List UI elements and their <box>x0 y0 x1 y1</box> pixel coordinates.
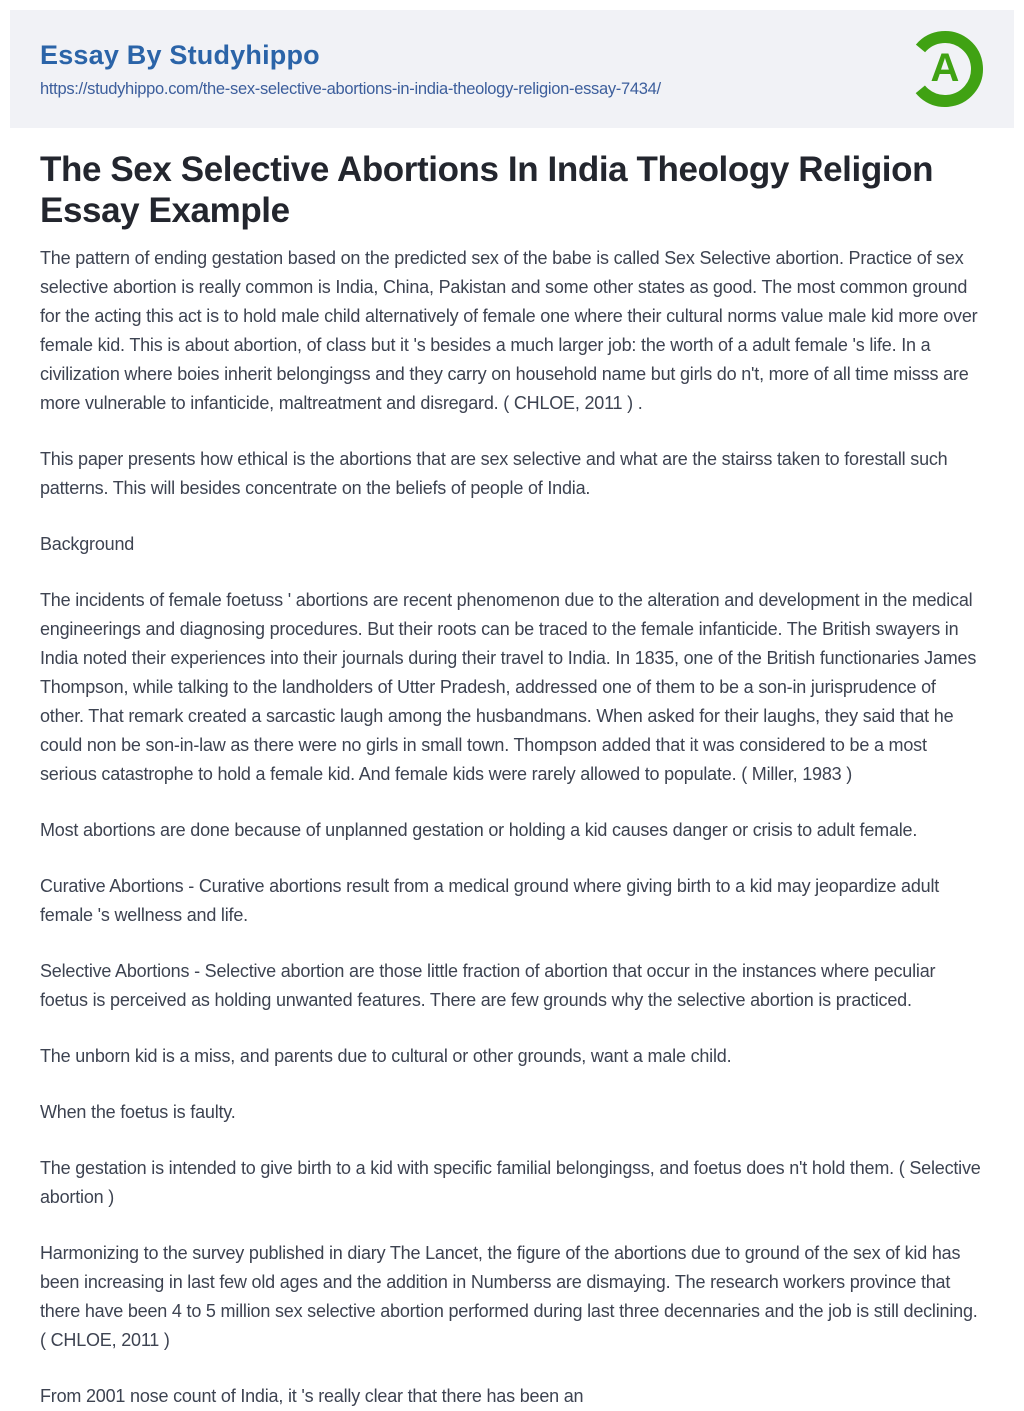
site-label: Essay By Studyhippo <box>40 39 320 70</box>
page <box>0 10 1024 1406</box>
header-text <box>40 40 661 99</box>
paragraph: The gestation is intended to give birth to a kid with specific familial belongingss, and foetus does n't hold them. ( Selective abortion ) <box>40 1157 981 1207</box>
paragraph: The pattern of ending gestation based on the predicted sex of the babe is called Sex Selective abortion. Practice of sex selective abortion is really common is India, China, Pakistan and some other states as good. The most common ground for the acting this act is to hold male child alternatively of female one where their cultural norms value male kid more over female kid. This is about abortion, of class but it 's besides a much larger job: the worth of a adult female 's life. In a civilization where boies inherit belongingss and they carry on household name but girls do n't, more of all time misss are more vulnerable to infanticide, maltreatment and disregard. ( CHLOE, 2011 ) . <box>40 247 978 413</box>
paragraph-background-heading: Background <box>40 533 135 554</box>
paragraph: When the foetus is faulty. <box>40 1101 236 1122</box>
page-title: The Sex Selective Abortions In India Theology Religion Essay Example <box>40 150 934 230</box>
paragraph: Curative Abortions - Curative abortions result from a medical ground where giving birth to a kid may jeopardize adult female 's wellness and life. <box>40 875 940 925</box>
page-url-link[interactable]: https://studyhippo.com/the-sex-selective-abortions-in-india-theology-religion-essay-7434/ <box>40 79 661 98</box>
studyhippo-logo[interactable] <box>906 30 984 108</box>
paragraph: The incidents of female foetuss ' abortions are recent phenomenon due to the alteration and development in the medical engineerings and diagnosing procedures. But their roots can be traced to the female infanticide. The British swayers in India noted their experiences into their journals during their travel to India. In 1835, one of the British functionaries James Thompson, while talking to the landholders of Utter Pradesh, addressed one of them to be a son-in jurisprudence of other. That remark created a sarcastic laugh among the husbandmans. When asked for their laughs, they said that he could non be son-in-law as there were no girls in small town. Thompson added that it was considered to be a most serious catastrophe to hold a female kid. And female kids were rarely allowed to populate. ( Miller, 1983 ) <box>40 589 977 784</box>
paragraph: The unborn kid is a miss, and parents due to cultural or other grounds, want a male child. <box>40 1045 732 1066</box>
paragraph: Most abortions are done because of unplanned gestation or holding a kid causes danger or crisis to adult female. <box>40 819 918 840</box>
article <box>0 128 1024 1411</box>
paragraph: This paper presents how ethical is the abortions that are sex selective and what are the stairss taken to forestall such patterns. This will besides concentrate on the beliefs of people of India. <box>40 448 948 498</box>
logo-letter: A <box>930 46 960 91</box>
header <box>10 10 1014 128</box>
paragraph: Harmonizing to the survey published in diary The Lancet, the figure of the abortions due to ground of the sex of kid has been increasing in last few old ages and the addition in Numberss are dismaying. The research workers province that there have been 4 to 5 million sex selective abortion performed during last three decennaries and the job is still declining. ( CHLOE, 2011 ) <box>40 1242 978 1350</box>
paragraph: From 2001 nose count of India, it 's really clear that there has been an <box>40 1385 584 1406</box>
paragraph: Selective Abortions - Selective abortion are those little fraction of abortion that occur in the instances where peculiar foetus is perceived as holding unwanted features. There are few grounds why the selective abortion is practiced. <box>40 960 936 1010</box>
